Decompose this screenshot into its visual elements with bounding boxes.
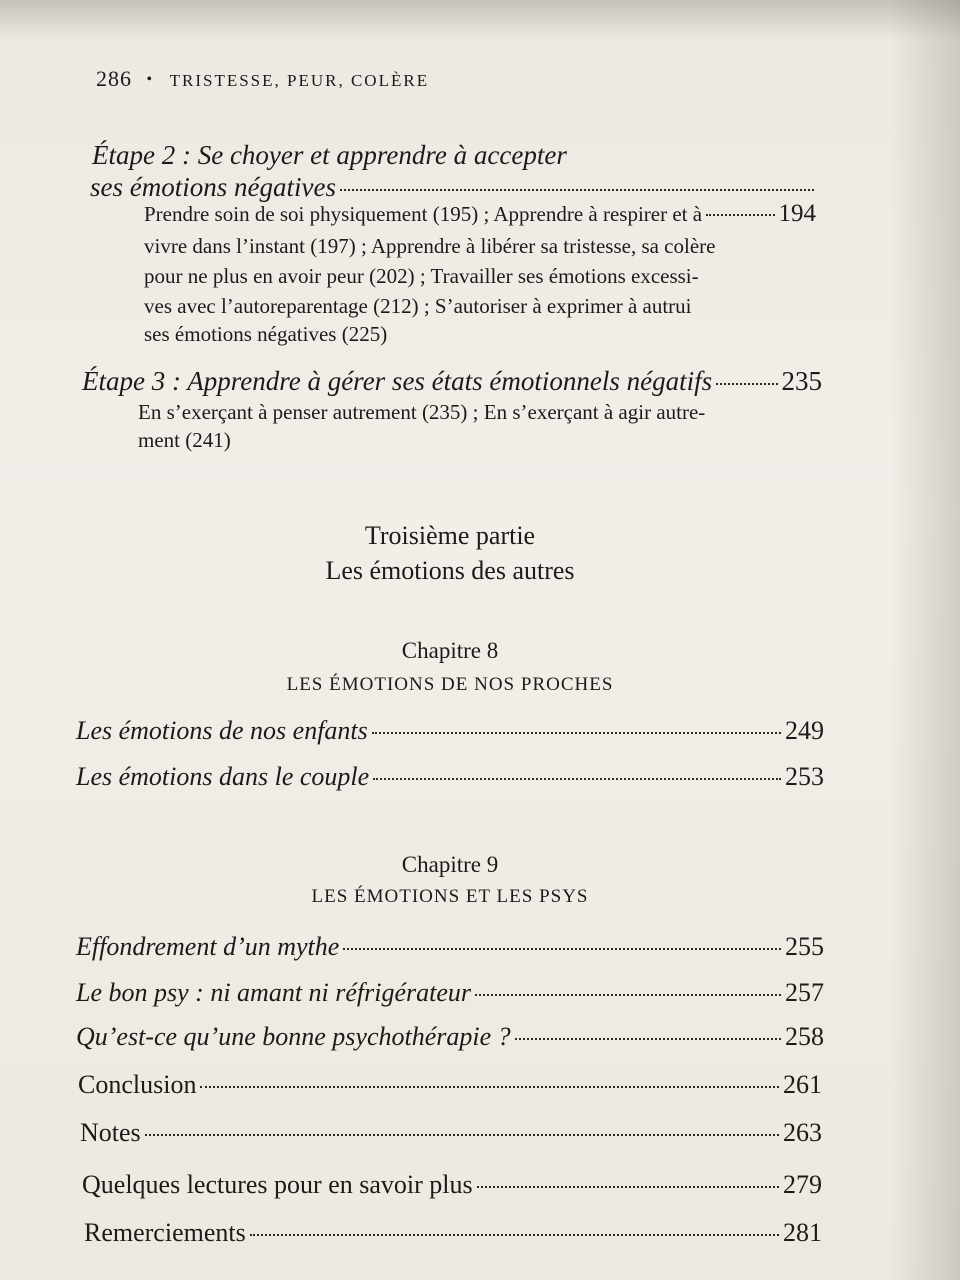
leader-dots bbox=[373, 778, 781, 780]
etape2-title-line2-row bbox=[90, 172, 818, 203]
toc-entry-page: 281 bbox=[783, 1218, 822, 1247]
etape2-sub-line3: pour ne plus en avoir peur (202) ; Travailler ses émotions excessi- bbox=[144, 264, 699, 288]
toc-entry-title: Conclusion bbox=[78, 1070, 197, 1099]
etape2-sub-line5: ses émotions négatives (225) bbox=[144, 322, 388, 346]
etape2-title-line2: ses émotions négatives bbox=[90, 172, 336, 202]
etape3-page: 235 bbox=[781, 366, 822, 396]
leader-dots bbox=[145, 1134, 779, 1136]
part-heading-line2: Les émotions des autres bbox=[325, 556, 575, 585]
toc-entry-ch9-1 bbox=[76, 932, 824, 962]
toc-entry-page: 261 bbox=[783, 1070, 822, 1099]
toc-entry-page: 279 bbox=[783, 1170, 822, 1199]
chapter8-title: LES ÉMOTIONS DE NOS PROCHES bbox=[286, 674, 614, 695]
etape2-sub-line1: Prendre soin de soi physiquement (195) ; Apprendre à respirer et à bbox=[144, 202, 703, 226]
toc-entry-title: Les émotions dans le couple bbox=[76, 762, 370, 791]
toc-entry-page: 257 bbox=[785, 978, 824, 1007]
chapter9-title: LES ÉMOTIONS ET LES PSYS bbox=[311, 886, 589, 907]
leader-dots bbox=[515, 1038, 781, 1040]
page-number: 286 bbox=[96, 66, 132, 91]
leader-dots bbox=[477, 1186, 779, 1188]
toc-entry-lectures bbox=[82, 1170, 822, 1200]
leader-dots bbox=[475, 994, 781, 996]
leader-dots bbox=[343, 948, 781, 950]
toc-entry-ch8-2 bbox=[76, 762, 824, 792]
page-shadow-top bbox=[0, 0, 960, 40]
toc-entry-ch9-2 bbox=[76, 978, 824, 1008]
header-separator: • bbox=[146, 71, 154, 88]
toc-entry-remerciements bbox=[84, 1218, 822, 1248]
running-title: TRISTESSE, PEUR, COLÈRE bbox=[169, 71, 430, 90]
etape2-sub-line1-row bbox=[144, 200, 816, 228]
leader-dots bbox=[372, 732, 781, 734]
toc-entry-ch9-3 bbox=[76, 1022, 824, 1052]
toc-entry-title: Les émotions de nos enfants bbox=[76, 716, 368, 745]
toc-entry-page: 253 bbox=[785, 762, 824, 791]
leader-dots bbox=[250, 1234, 779, 1236]
toc-entry-conclusion bbox=[78, 1070, 822, 1100]
etape3-row bbox=[82, 366, 822, 397]
page-shadow-right bbox=[890, 0, 960, 1280]
chapter9-label: Chapitre 9 bbox=[401, 852, 499, 877]
toc-entry-title: Qu’est-ce qu’une bonne psychothérapie ? bbox=[76, 1022, 511, 1051]
toc-entry-title: Quelques lectures pour en savoir plus bbox=[82, 1170, 473, 1199]
leader-dots bbox=[706, 214, 774, 216]
leader-dots bbox=[716, 383, 777, 385]
etape2-sub-line2: vivre dans l’instant (197) ; Apprendre à libérer sa tristesse, sa colère bbox=[144, 234, 716, 258]
etape2-title-line1: Étape 2 : Se choyer et apprendre à accepter bbox=[92, 140, 567, 170]
leader-dots bbox=[340, 189, 814, 191]
toc-entry-title: Effondrement d’un mythe bbox=[76, 932, 340, 961]
toc-entry-title: Remerciements bbox=[84, 1218, 246, 1247]
toc-entry-notes bbox=[80, 1118, 822, 1148]
toc-entry-ch8-1 bbox=[76, 716, 824, 746]
etape3-sub-line1: En s’exerçant à penser autrement (235) ; En s’exerçant à agir autre- bbox=[138, 400, 706, 424]
part-heading-line1: Troisième partie bbox=[364, 521, 536, 550]
leader-dots bbox=[200, 1086, 779, 1088]
toc-entry-title: Le bon psy : ni amant ni réfrigérateur bbox=[76, 978, 472, 1007]
toc-entry-page: 258 bbox=[785, 1022, 824, 1051]
toc-entry-page: 263 bbox=[783, 1118, 822, 1147]
etape3-sub-line2: ment (241) bbox=[138, 428, 231, 452]
toc-entry-title: Notes bbox=[80, 1118, 141, 1147]
toc-entry-page: 249 bbox=[785, 716, 824, 745]
etape3-title: Étape 3 : Apprendre à gérer ses états émotionnels négatifs bbox=[82, 366, 713, 396]
running-header bbox=[96, 66, 429, 92]
etape2-page: 194 bbox=[778, 200, 816, 227]
toc-entry-page: 255 bbox=[785, 932, 824, 961]
etape2-sub-line4: ves avec l’autoreparentage (212) ; S’autoriser à exprimer à autrui bbox=[144, 294, 692, 318]
chapter8-label: Chapitre 8 bbox=[401, 638, 499, 663]
